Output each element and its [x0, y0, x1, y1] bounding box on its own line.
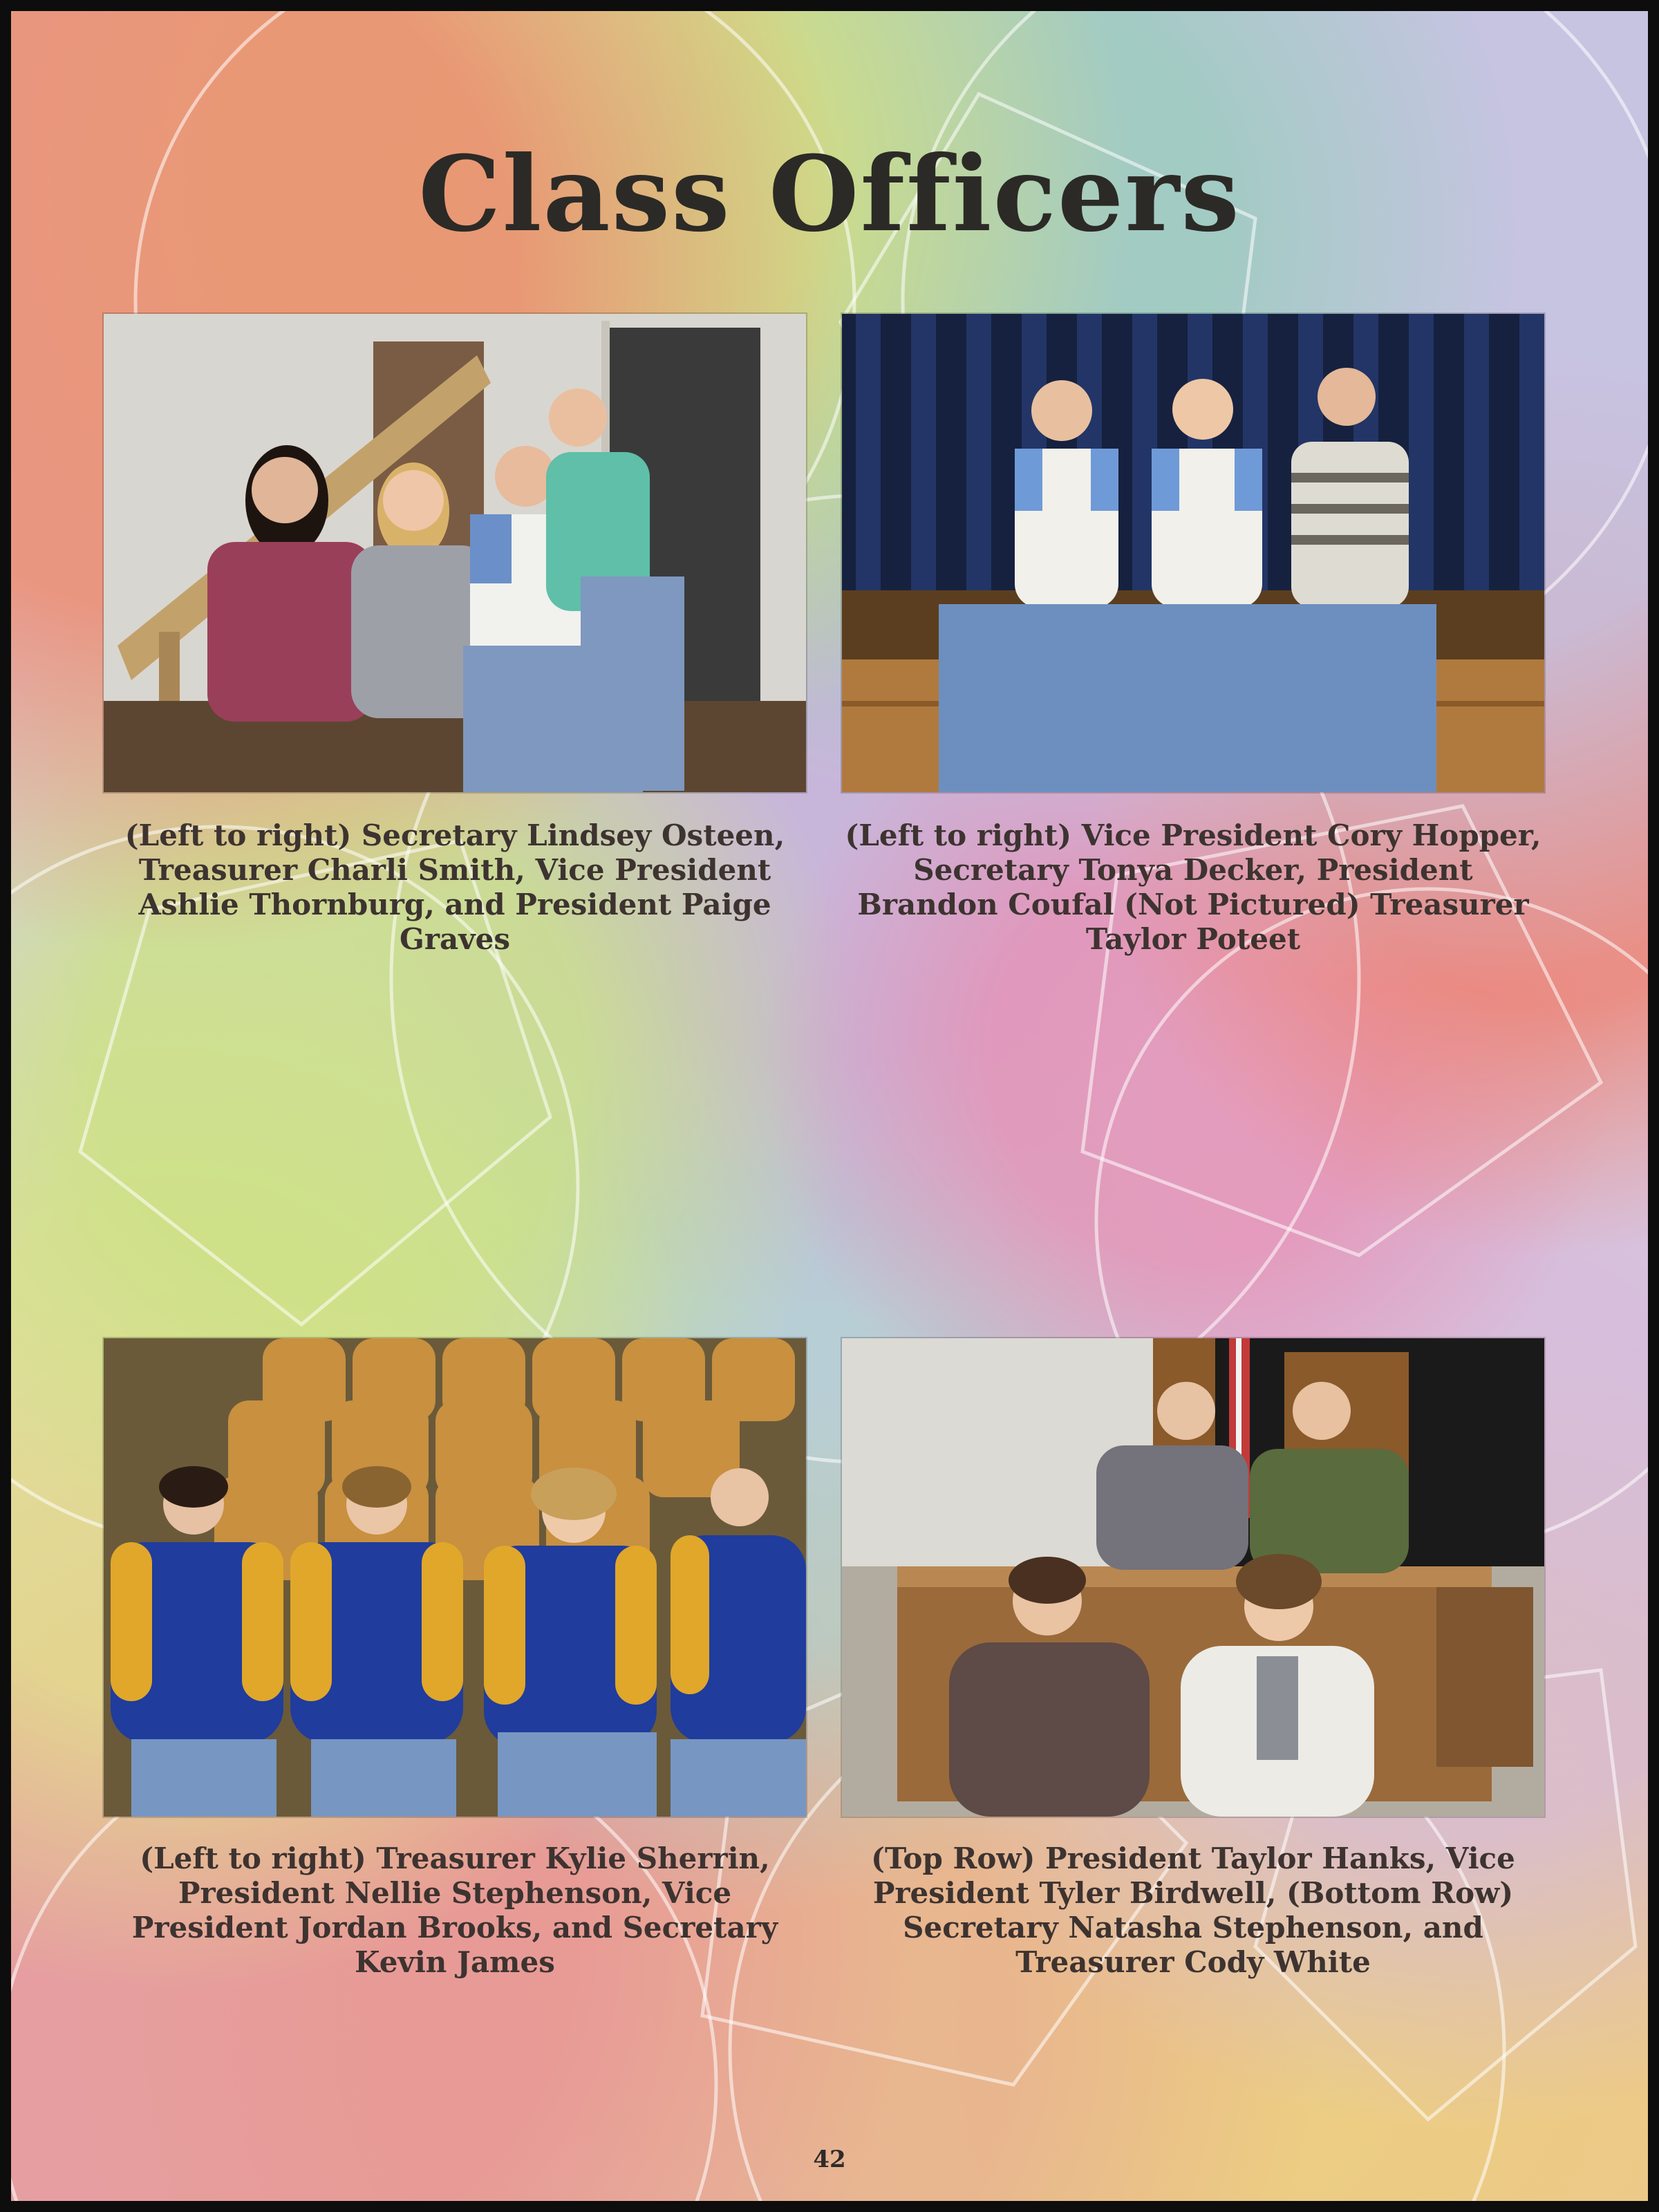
photo-1-caption: (Left to right) Secretary Lindsey Osteen, Treasurer Charli Smith, Vice President Ashlie Thornburg, and President Paige Graves	[124, 818, 785, 956]
yearbook-page	[11, 11, 1648, 2201]
class-photo-3	[104, 1338, 806, 1817]
photo-3-caption: (Left to right) Treasurer Kylie Sherrin, President Nellie Stephenson, Vice President Jordan Brooks, and Secretary Kevin James	[131, 1841, 778, 1979]
page-title: Class Officers	[418, 133, 1241, 255]
photo-2-caption: (Left to right) Vice President Cory Hopper, Secretary Tonya Decker, President Brandon Coufal (Not Pictured) Treasurer Taylor Poteet	[845, 818, 1541, 956]
page-number: 42	[813, 2146, 846, 2173]
photo-4-caption: (Top Row) President Taylor Hanks, Vice President Tyler Birdwell, (Bottom Row) Secretary Natasha Stephenson, and Treasurer Cody White	[871, 1841, 1515, 1979]
class-photo-1	[104, 314, 806, 792]
class-photo-4	[842, 1338, 1544, 1817]
class-photo-2	[842, 314, 1544, 792]
